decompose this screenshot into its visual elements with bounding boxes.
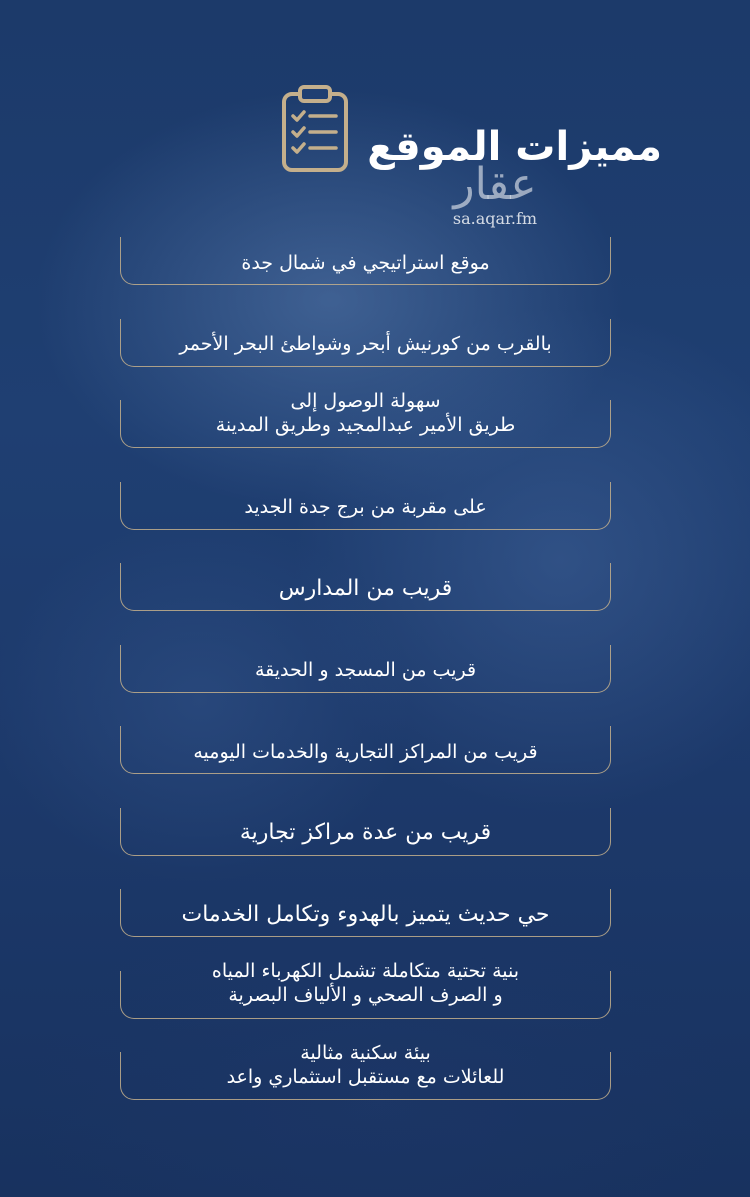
feature-item [120, 319, 611, 367]
features-list [120, 237, 611, 1134]
feature-text-line-2: طريق الأمير عبدالمجيد وطريق المدينة [215, 413, 516, 436]
feature-item [120, 237, 611, 285]
feature-text: حي حديث يتميز بالهدوء وتكامل الخدمات [181, 901, 550, 927]
feature-text-line-2: للعائلات مع مستقبل استثماري واعد [226, 1065, 505, 1088]
page-title: مميزات الموقع [367, 124, 662, 170]
feature-item [120, 889, 611, 937]
feature-item [120, 1041, 611, 1100]
feature-text: بالقرب من كورنيش أبحر وشواطئ البحر الأحمر [179, 333, 552, 355]
feature-text-line-2: و الصرف الصحي و الألياف البصرية [228, 984, 503, 1006]
aqar-watermark [420, 160, 570, 228]
feature-text: على مقربة من برج جدة الجديد [244, 496, 487, 518]
watermark-logo: عقار [453, 159, 537, 210]
feature-item [120, 645, 611, 693]
feature-item [120, 389, 611, 448]
feature-item [120, 808, 611, 856]
feature-item [120, 563, 611, 611]
feature-text: قريب من المدارس [278, 575, 453, 601]
header [0, 80, 750, 180]
feature-item [120, 960, 611, 1019]
feature-text-line-1: سهولة الوصول إلى [290, 389, 441, 412]
feature-item [120, 482, 611, 530]
feature-item [120, 726, 611, 774]
feature-text: موقع استراتيجي في شمال جدة [241, 251, 490, 274]
feature-text: قريب من المسجد و الحديقة [254, 659, 477, 681]
clipboard-checklist-icon [280, 84, 350, 174]
feature-text-line-1: بنية تحتية متكاملة تشمل الكهرباء المياه [211, 960, 520, 982]
feature-text: قريب من عدة مراكز تجارية [239, 820, 492, 845]
feature-text-line-1: بيئة سكنية مثالية [300, 1041, 431, 1064]
watermark-site: sa.aqar.fm [452, 209, 538, 228]
feature-text: قريب من المراكز التجارية والخدمات اليوميه [193, 740, 538, 763]
